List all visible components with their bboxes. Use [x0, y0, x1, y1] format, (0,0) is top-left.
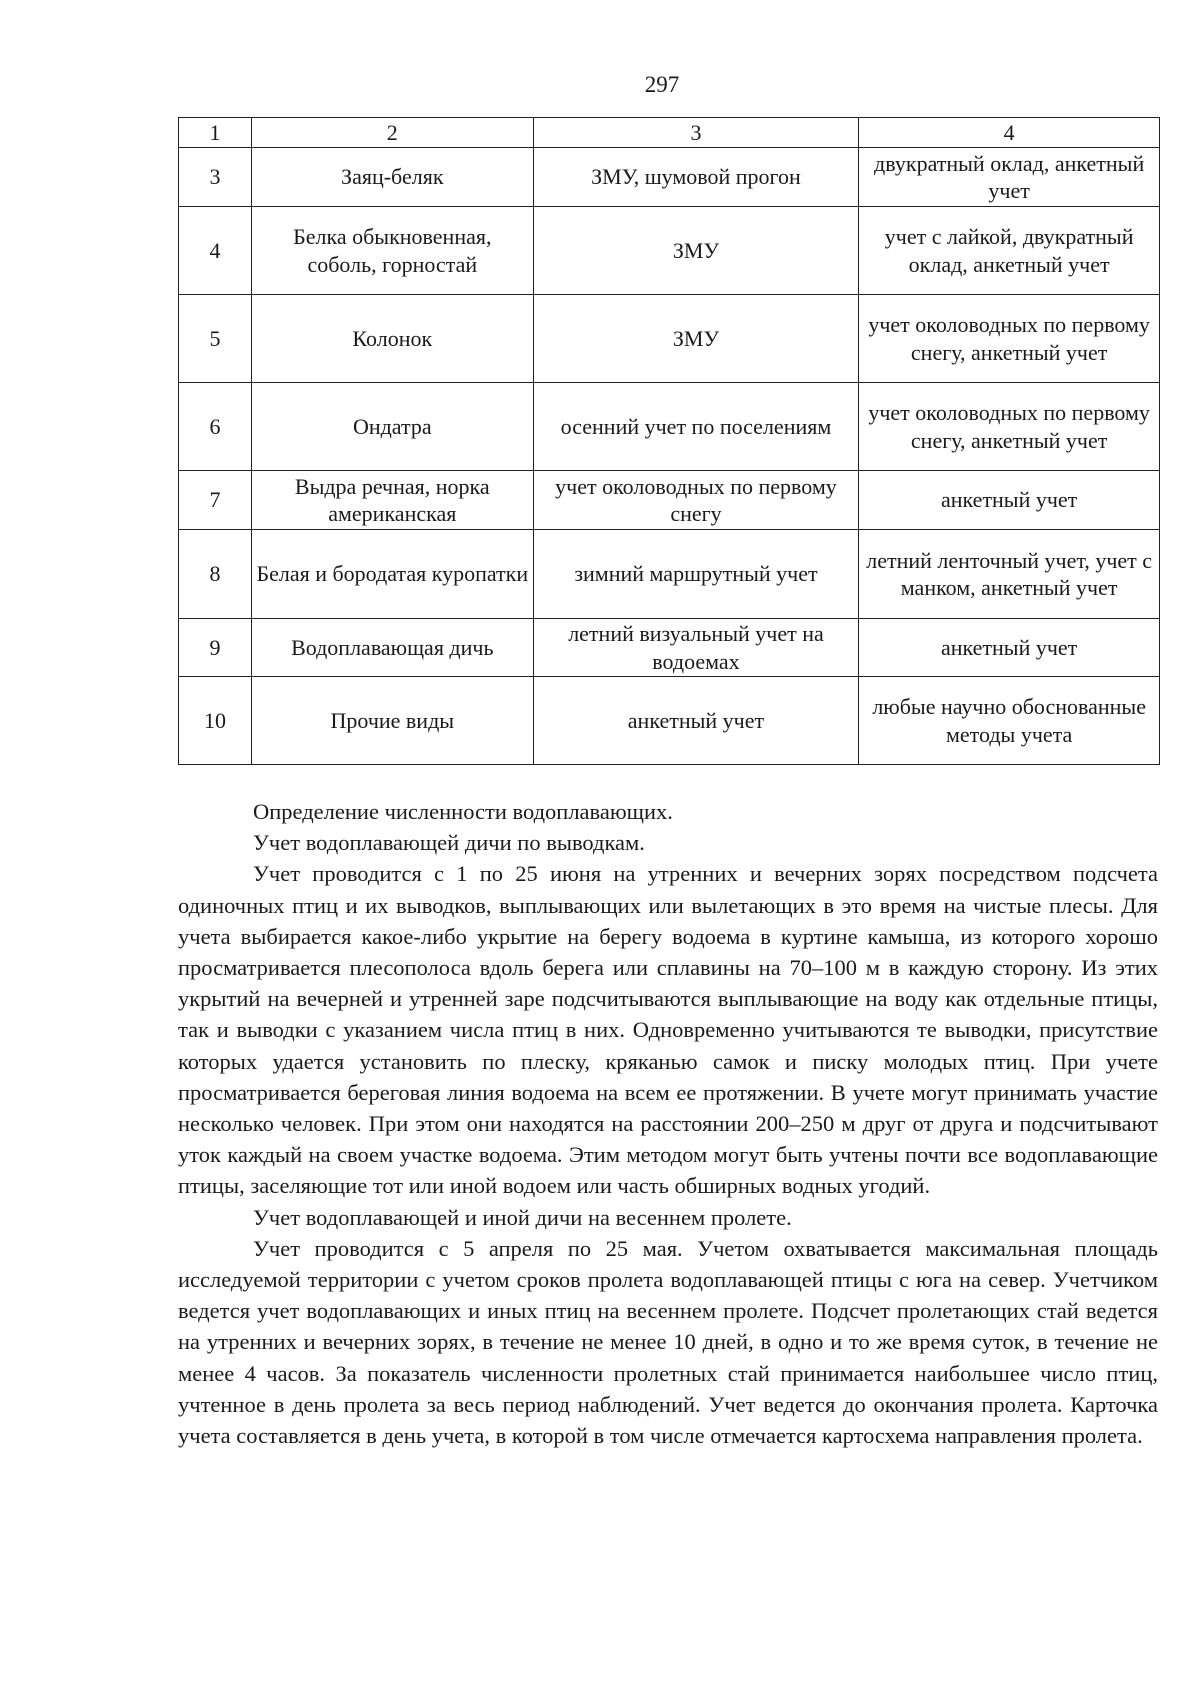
- method-cell: осенний учет по поселениям: [533, 383, 859, 471]
- subsection-heading: Учет водоплавающей дичи по выводкам.: [253, 830, 645, 856]
- row-number: 7: [179, 471, 252, 530]
- header-cell: 3: [533, 118, 859, 148]
- table-row: [179, 619, 1160, 677]
- table-row: [179, 471, 1160, 530]
- method-cell: анкетный учет: [533, 677, 859, 765]
- method-cell: ЗМУ, шумовой прогон: [533, 148, 859, 207]
- paragraph: Учет проводится с 5 апреля по 25 мая. Учетом охватывается максимальная площадь исследуемой территории с учетом сроков пролета водоплавающей птицы с юга на север. Учетчиком ведется учет водоплавающих и иных птиц на весеннем пролете. Подсчет пролетающих стай ведется на утренних и вечерних зорях, в течение не менее 10 дней, в одно и то же время суток, в течение не менее 4 часов. За показатель численности пролетных стай принимается наибольшее число птиц, учтенное в день пролета за весь период наблюдений. Учет ведется до окончания пролета. Карточка учета составляется в день учета, в которой в том числе отмечается картосхема направления пролета.: [178, 1235, 1158, 1449]
- species-cell: Колонок: [251, 295, 533, 383]
- species-cell: Заяц-беляк: [251, 148, 533, 207]
- species-cell: Белая и бородатая куропатки: [251, 530, 533, 619]
- method-cell: ЗМУ: [533, 295, 859, 383]
- extra-method-cell: двукратный оклад, анкетный учет: [859, 148, 1160, 207]
- method-cell: учет околоводных по первому снегу: [533, 471, 859, 530]
- extra-method-cell: учет с лайкой, двукратный оклад, анкетный учет: [859, 207, 1160, 295]
- species-cell: Ондатра: [251, 383, 533, 471]
- header-cell: 2: [251, 118, 533, 148]
- table-row: [179, 383, 1160, 471]
- species-cell: Водоплавающая дичь: [251, 619, 533, 677]
- paragraph: Учет проводится с 1 по 25 июня на утренних и вечерних зорях посредством подсчета одиночных птиц и их выводков, выплывающих или вылетающих в это время на чистые плесы. Для учета выбирается какое-либо укрытие на берегу водоема в куртине камыша, из которого хорошо просматривается плесополоса вдоль берега или сплавины на 70–100 м в каждую сторону. Из этих укрытий на вечерней и утренней заре подсчитываются выплывающие на воду как отдельные птицы, так и выводки с указанием числа птиц в них. Одновременно учитываются те выводки, присутствие которых удается установить по плеску, кряканью самок и писку молодых птиц. При учете просматривается береговая линия водоема на всем ее протяжении. В учете могут принимать участие несколько человек. При этом они находятся на расстоянии 200–250 м друг от друга и подсчитывают уток каждый на своем участке водоема. Этим методом могут быть учтены почти все водоплавающие птицы, заселяющие тот или иной водоем или часть обширных водных угодий.: [178, 861, 1158, 1199]
- method-cell: летний визуальный учет на водоемах: [533, 619, 859, 677]
- extra-method-cell: анкетный учет: [859, 619, 1160, 677]
- species-cell: Белка обыкновенная, соболь, горностай: [251, 207, 533, 295]
- table-row: [179, 207, 1160, 295]
- table-row: [179, 295, 1160, 383]
- row-number: 8: [179, 530, 252, 619]
- census-methods-table: [178, 117, 1160, 765]
- row-number: 3: [179, 148, 252, 207]
- species-cell: Прочие виды: [251, 677, 533, 765]
- table-header-row: [179, 118, 1160, 148]
- row-number: 9: [179, 619, 252, 677]
- row-number: 4: [179, 207, 252, 295]
- species-cell: Выдра речная, норка американская: [251, 471, 533, 530]
- table-row: [179, 148, 1160, 207]
- header-cell: 1: [179, 118, 252, 148]
- subsection-heading: Учет водоплавающей и иной дичи на весеннем пролете.: [253, 1204, 792, 1230]
- table-row: [179, 677, 1160, 765]
- table-row: [179, 530, 1160, 619]
- body-text: [178, 796, 1158, 1451]
- header-cell: 4: [859, 118, 1160, 148]
- page-number: 297: [644, 72, 680, 97]
- method-cell: зимний маршрутный учет: [533, 530, 859, 619]
- row-number: 6: [179, 383, 252, 471]
- row-number: 5: [179, 295, 252, 383]
- extra-method-cell: учет околоводных по первому снегу, анкетный учет: [859, 383, 1160, 471]
- extra-method-cell: летний ленточный учет, учет с манком, анкетный учет: [859, 530, 1160, 619]
- extra-method-cell: учет околоводных по первому снегу, анкетный учет: [859, 295, 1160, 383]
- section-heading: Определение численности водоплавающих.: [253, 799, 673, 824]
- row-number: 10: [179, 677, 252, 765]
- method-cell: ЗМУ: [533, 207, 859, 295]
- extra-method-cell: любые научно обоснованные методы учета: [859, 677, 1160, 765]
- extra-method-cell: анкетный учет: [859, 471, 1160, 530]
